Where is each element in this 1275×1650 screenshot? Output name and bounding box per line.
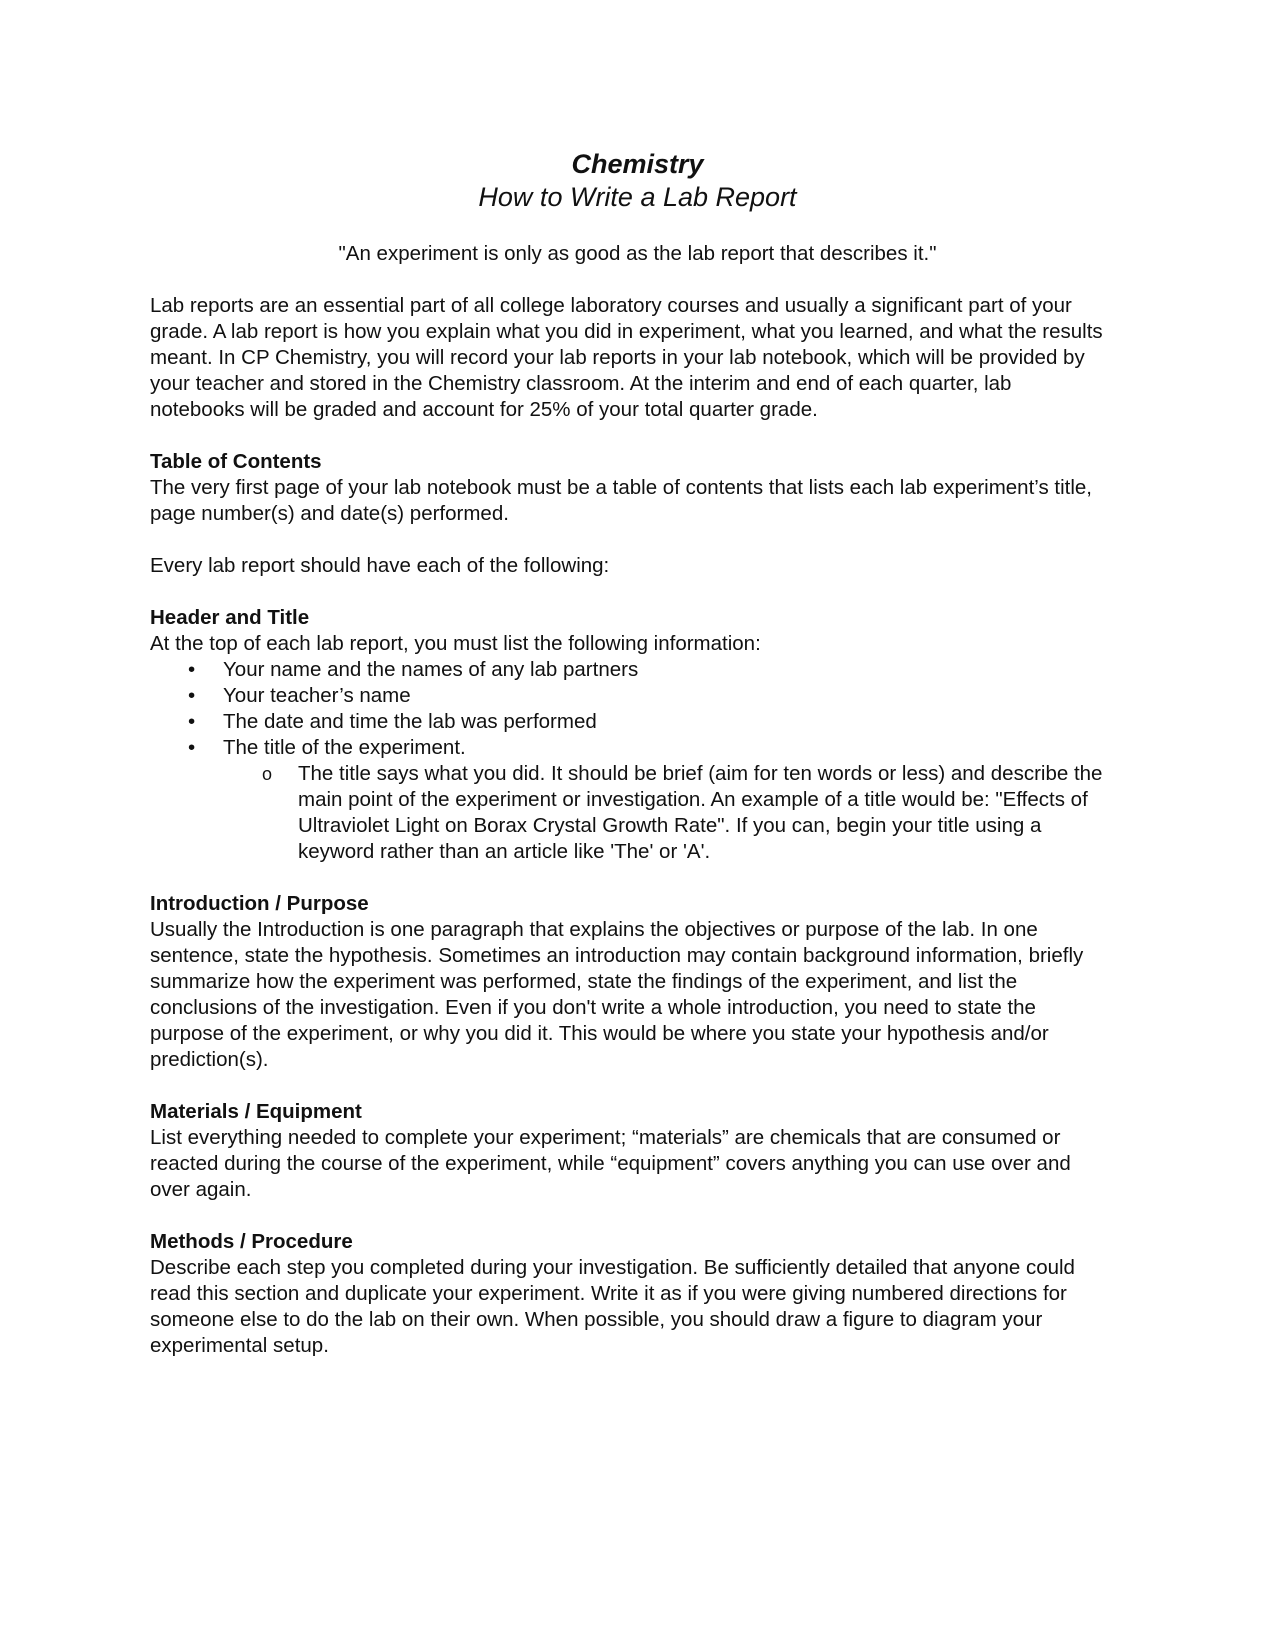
- bullet-icon: •: [188, 736, 196, 759]
- intro-paragraph: Lab reports are an essential part of all college laboratory courses and usually a significant part of your grade. A lab report is how you explain what you did in experiment, what you learned, and what the results meant. In CP Chemistry, you will record your lab reports in your lab notebook, which will be provided by your teacher and stored in the Chemistry classroom. At the interim and end of each quarter, lab notebooks will be graded and account for 25% of your total quarter grade.: [150, 294, 1103, 421]
- list-item: [150, 735, 1110, 761]
- header-title-heading: Header and Title: [150, 606, 310, 629]
- methods-paragraph: Describe each step you completed during your investigation. Be sufficiently detailed that anyone could read this section and duplicate your experiment. Write it as if you were giving numbered directions for someone else to do the lab on their own. When possible, you should draw a figure to diagram your experimental setup.: [150, 1256, 1075, 1357]
- header-info-list: [150, 657, 1110, 761]
- list-item-text: The title of the experiment.: [223, 736, 466, 759]
- title-sub-list: [150, 761, 1110, 865]
- introduction-heading: Introduction / Purpose: [150, 892, 369, 915]
- introduction-paragraph: Usually the Introduction is one paragraph that explains the objectives or purpose of the lab. In one sentence, state the hypothesis. Sometimes an introduction may contain background information, briefly summarize how the experiment was performed, state the findings of the experiment, and list the conclusions of the investigation. Even if you don't write a whole introduction, you need to state the purpose of the experiment, or why you did it. This would be where you state your hypothesis and/or prediction(s).: [150, 918, 1084, 1071]
- list-item-text: The date and time the lab was performed: [223, 710, 597, 733]
- materials-paragraph: List everything needed to complete your experiment; “materials” are chemicals that are consumed or reacted during the course of the experiment, while “equipment” covers anything you can use over and over again.: [150, 1126, 1071, 1201]
- page-subtitle: How to Write a Lab Report: [478, 182, 797, 212]
- methods-section: [150, 1229, 1110, 1359]
- header-title-lead: At the top of each lab report, you must list the following information:: [150, 632, 761, 655]
- toc-section: [150, 449, 1110, 527]
- bullet-icon: •: [188, 684, 196, 707]
- introduction-section: [150, 891, 1110, 1073]
- materials-section: [150, 1099, 1110, 1203]
- list-item-text: Your name and the names of any lab partners: [223, 658, 639, 681]
- sub-list-item: [150, 761, 1110, 865]
- list-item: [150, 657, 1110, 683]
- sub-list-item-text: The title says what you did. It should be brief (aim for ten words or less) and describe the main point of the experiment or investigation. An example of a title would be: "Effects of Ultraviolet Light on Borax Crystal Growth Rate". If you can, begin your title using a keyword rather than an article like 'The' or 'A'.: [298, 762, 1103, 863]
- list-item: [150, 709, 1110, 735]
- header-title-section: [150, 605, 1110, 865]
- materials-heading: Materials / Equipment: [150, 1100, 362, 1123]
- methods-heading: Methods / Procedure: [150, 1230, 353, 1253]
- toc-paragraph: The very first page of your lab notebook must be a table of contents that lists each lab experiment’s title, page number(s) and date(s) performed.: [150, 476, 1092, 525]
- list-item: [150, 683, 1110, 709]
- circle-bullet-icon: o: [262, 764, 273, 784]
- list-item-text: Your teacher’s name: [223, 684, 411, 707]
- toc-heading: Table of Contents: [150, 450, 322, 473]
- epigraph-quote: "An experiment is only as good as the lab report that describes it.": [338, 242, 937, 265]
- document-body: [150, 293, 1110, 1385]
- bullet-icon: •: [188, 710, 196, 733]
- bullet-icon: •: [188, 658, 196, 681]
- every-report-paragraph: Every lab report should have each of the following:: [150, 554, 610, 577]
- page-title: Chemistry: [571, 149, 704, 179]
